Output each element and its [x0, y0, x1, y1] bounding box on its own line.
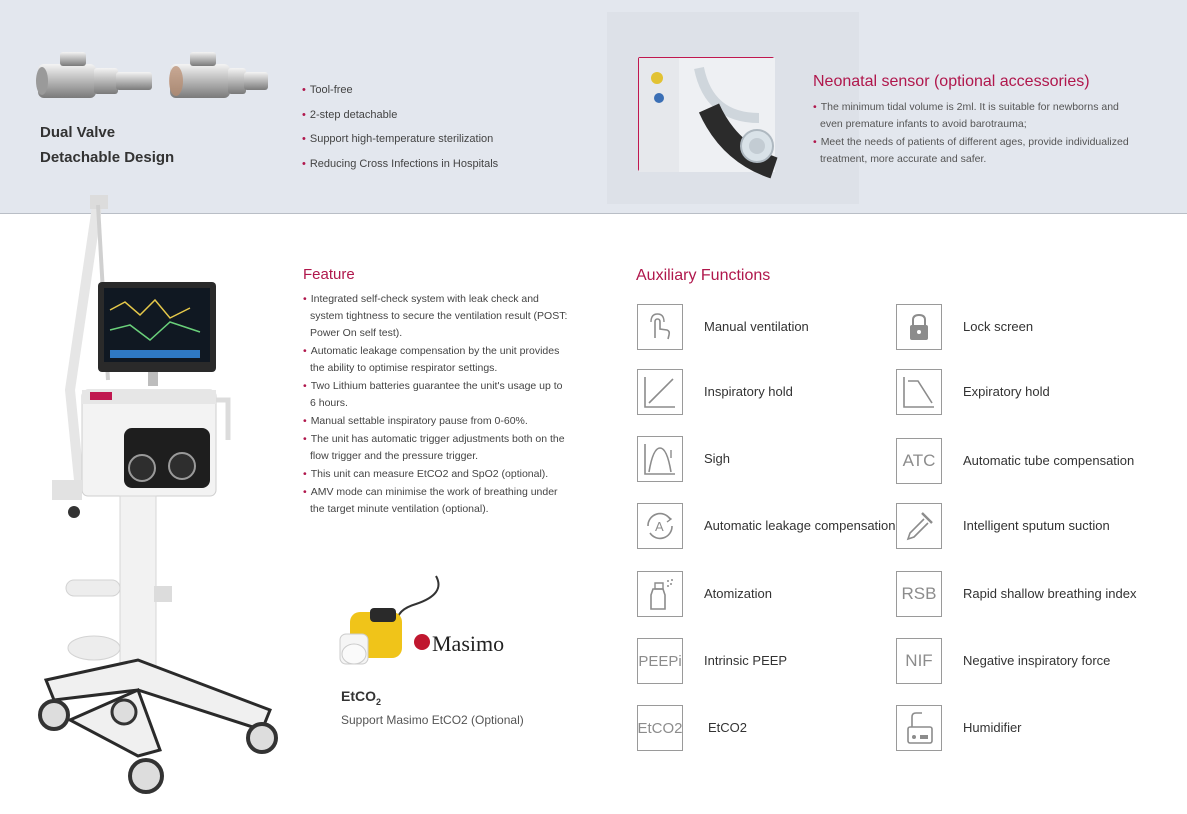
list-item: • The minimum tidal volume is 2ml. It is suitable for newborns and even premature infants to avoid barotrauma;: [813, 101, 1119, 130]
aux-label: Automatic leakage compensation: [704, 518, 896, 533]
list-item: • Tool-free: [302, 84, 353, 96]
aux-title: Auxiliary Functions: [636, 267, 771, 284]
dual-valve-title-line2: Detachable Design: [40, 149, 175, 166]
aux-label: Lock screen: [963, 319, 1034, 334]
aux-label: Negative inspiratory force: [963, 653, 1111, 668]
spray-bottle-icon: [637, 571, 683, 617]
list-item: • The unit has automatic trigger adjustments both on the flow trigger and the pressure trigger.: [303, 433, 565, 462]
rsb-icon: RSB: [896, 571, 942, 617]
humidifier-icon: [896, 705, 942, 751]
list-item: • Reducing Cross Infections in Hospitals: [302, 157, 499, 170]
peepi-icon: PEEPi: [637, 638, 683, 684]
etco2-title: EtCO$_2$: [341, 688, 382, 707]
expiratory-hold-icon: [896, 369, 942, 415]
list-item: • Meet the needs of patients of different ages, provide individualized treatment, more accurate and safer.: [813, 136, 1129, 165]
aux-label: Manual ventilation: [704, 319, 809, 334]
aux-label: Intelligent sputum suction: [963, 518, 1110, 533]
feature-list: [303, 291, 568, 519]
neonatal-bullets: [813, 99, 1133, 169]
etco2-icon: EtCO2: [637, 705, 683, 751]
aux-label: Humidifier: [963, 720, 1022, 735]
aux-label: Intrinsic PEEP: [704, 653, 788, 668]
valve-bullets: [302, 78, 592, 176]
aux-label: Atomization: [704, 586, 772, 601]
dropper-icon: [896, 503, 942, 549]
inspiratory-hold-icon: [637, 369, 683, 415]
svg-text:A: A: [655, 519, 664, 534]
aux-label: Expiratory hold: [963, 384, 1050, 399]
atc-icon: ATC: [896, 438, 942, 484]
list-item: • Automatic leakage compensation by the unit provides the ability to optimise respirator settings.: [303, 345, 560, 374]
dual-valve-title-line1: Dual Valve: [40, 124, 116, 141]
list-item: • 2-step detachable: [302, 108, 398, 121]
dual-valve-title: [40, 120, 260, 170]
svg-text:Masimo: Masimo: [432, 631, 505, 656]
aux-label: EtCO2: [708, 720, 748, 735]
nif-icon: NIF: [896, 638, 942, 684]
ventilator-image: [30, 190, 300, 802]
list-item: • AMV mode can minimise the work of breathing under the target minute ventilation (optional).: [303, 486, 558, 515]
masimo-sensor-image: [336, 574, 505, 674]
aux-label: Automatic tube compensation: [963, 453, 1135, 468]
feature-title: Feature: [303, 266, 355, 283]
aux-label: Sigh: [704, 451, 731, 466]
list-item: • Integrated self-check system with leak check and system tightness to secure the ventilation result (POST: Power On self test).: [303, 293, 568, 339]
etco2-description: Support Masimo EtCO2 (Optional): [341, 713, 524, 727]
list-item: • This unit can measure EtCO2 and SpO2 (optional).: [303, 468, 549, 480]
sigh-icon: [637, 436, 683, 482]
hand-touch-icon: [637, 304, 683, 350]
neonatal-title: Neonatal sensor (optional accessories): [813, 73, 1090, 90]
list-item: • Support high-temperature sterilization: [302, 133, 494, 145]
neonatal-sensor-photo: [638, 57, 774, 171]
list-item: • Manual settable inspiratory pause from 0-60%.: [303, 415, 528, 427]
leak-compensation-icon: [637, 503, 683, 549]
list-item: • Two Lithium batteries guarantee the unit's usage up to 6 hours.: [303, 380, 563, 409]
aux-label: Inspiratory hold: [704, 384, 793, 399]
aux-label: Rapid shallow breathing index: [963, 586, 1137, 601]
lock-icon: [896, 304, 942, 350]
dual-valve-image: [30, 46, 275, 116]
